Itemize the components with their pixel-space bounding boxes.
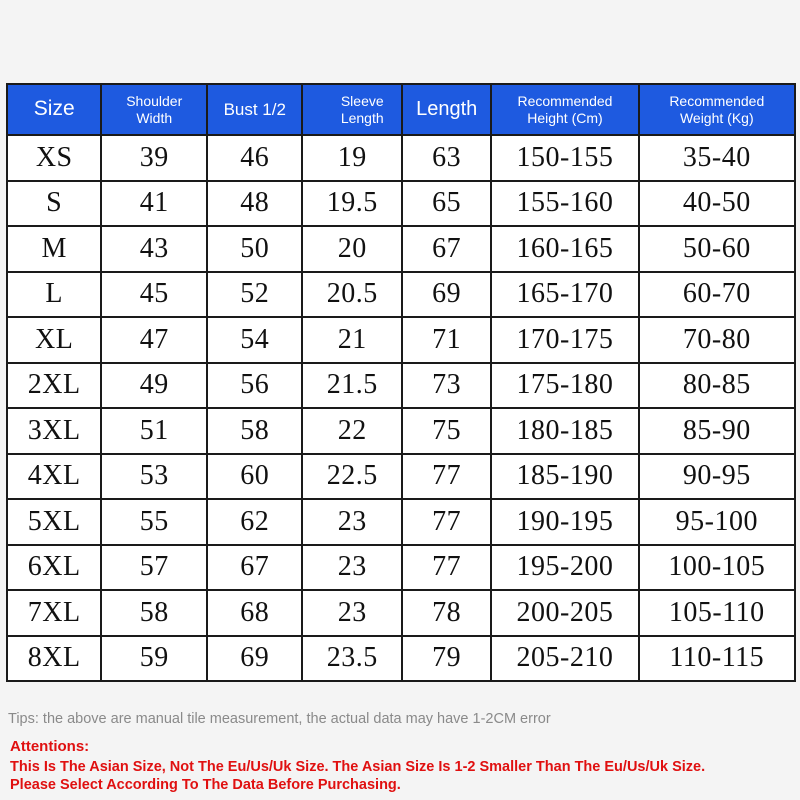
header-sleeve-length: Sleeve Length (302, 84, 402, 135)
cell-length: 73 (402, 363, 491, 409)
cell-length: 75 (402, 408, 491, 454)
cell-sleeve-length: 21 (302, 317, 402, 363)
cell-shoulder-width: 53 (101, 454, 207, 500)
cell-height: 155-160 (491, 181, 638, 227)
table-row (7, 317, 795, 363)
cell-sleeve-length: 22 (302, 408, 402, 454)
cell-sleeve-length: 22.5 (302, 454, 402, 500)
cell-shoulder-width: 51 (101, 408, 207, 454)
table-row (7, 363, 795, 409)
cell-weight: 85-90 (639, 408, 795, 454)
cell-weight: 100-105 (639, 545, 795, 591)
cell-length: 77 (402, 454, 491, 500)
cell-bust: 52 (207, 272, 302, 318)
cell-weight: 105-110 (639, 590, 795, 636)
cell-height: 195-200 (491, 545, 638, 591)
cell-size: 2XL (7, 363, 101, 409)
cell-weight: 80-85 (639, 363, 795, 409)
cell-weight: 110-115 (639, 636, 795, 682)
cell-shoulder-width: 43 (101, 226, 207, 272)
purchase-advice: Please Select According To The Data Before Purchasing. (10, 777, 401, 793)
cell-height: 150-155 (491, 135, 638, 181)
size-chart-table (6, 83, 796, 682)
cell-sleeve-length: 20 (302, 226, 402, 272)
header-recommended-weight: Recommended Weight (Kg) (639, 84, 795, 135)
table-row (7, 590, 795, 636)
cell-size: XS (7, 135, 101, 181)
table-row (7, 408, 795, 454)
cell-height: 160-165 (491, 226, 638, 272)
cell-weight: 95-100 (639, 499, 795, 545)
cell-size: 7XL (7, 590, 101, 636)
cell-bust: 68 (207, 590, 302, 636)
header-recommended-height: Recommended Height (Cm) (491, 84, 638, 135)
cell-shoulder-width: 55 (101, 499, 207, 545)
header-bust: Bust 1/2 (207, 84, 302, 135)
cell-weight: 90-95 (639, 454, 795, 500)
table-row (7, 545, 795, 591)
cell-bust: 48 (207, 181, 302, 227)
cell-length: 77 (402, 545, 491, 591)
cell-bust: 60 (207, 454, 302, 500)
cell-length: 79 (402, 636, 491, 682)
header-length: Length (402, 84, 491, 135)
cell-size: 4XL (7, 454, 101, 500)
cell-bust: 62 (207, 499, 302, 545)
cell-sleeve-length: 23 (302, 545, 402, 591)
cell-size: 6XL (7, 545, 101, 591)
cell-length: 65 (402, 181, 491, 227)
cell-weight: 35-40 (639, 135, 795, 181)
cell-length: 77 (402, 499, 491, 545)
cell-length: 71 (402, 317, 491, 363)
cell-bust: 56 (207, 363, 302, 409)
cell-bust: 50 (207, 226, 302, 272)
cell-weight: 40-50 (639, 181, 795, 227)
cell-shoulder-width: 57 (101, 545, 207, 591)
cell-shoulder-width: 45 (101, 272, 207, 318)
cell-height: 190-195 (491, 499, 638, 545)
cell-weight: 60-70 (639, 272, 795, 318)
cell-shoulder-width: 39 (101, 135, 207, 181)
table-row (7, 135, 795, 181)
cell-height: 205-210 (491, 636, 638, 682)
cell-shoulder-width: 59 (101, 636, 207, 682)
table-row (7, 499, 795, 545)
cell-bust: 58 (207, 408, 302, 454)
cell-sleeve-length: 19.5 (302, 181, 402, 227)
attention-title: Attentions: (10, 738, 90, 755)
cell-sleeve-length: 23 (302, 590, 402, 636)
cell-size: 3XL (7, 408, 101, 454)
cell-sleeve-length: 23.5 (302, 636, 402, 682)
cell-bust: 46 (207, 135, 302, 181)
cell-bust: 54 (207, 317, 302, 363)
cell-sleeve-length: 19 (302, 135, 402, 181)
table-row (7, 636, 795, 682)
cell-bust: 69 (207, 636, 302, 682)
tips-note: Tips: the above are manual tile measurement, the actual data may have 1-2CM error (8, 711, 551, 727)
cell-weight: 70-80 (639, 317, 795, 363)
cell-length: 67 (402, 226, 491, 272)
table-header-row (7, 84, 795, 135)
cell-weight: 50-60 (639, 226, 795, 272)
cell-shoulder-width: 41 (101, 181, 207, 227)
table-row (7, 272, 795, 318)
table-body (7, 135, 795, 681)
cell-height: 180-185 (491, 408, 638, 454)
table-row (7, 181, 795, 227)
cell-size: 5XL (7, 499, 101, 545)
cell-sleeve-length: 21.5 (302, 363, 402, 409)
cell-size: M (7, 226, 101, 272)
cell-sleeve-length: 20.5 (302, 272, 402, 318)
header-shoulder-width: Shoulder Width (101, 84, 207, 135)
header-size: Size (7, 84, 101, 135)
cell-size: S (7, 181, 101, 227)
cell-bust: 67 (207, 545, 302, 591)
cell-shoulder-width: 49 (101, 363, 207, 409)
cell-height: 200-205 (491, 590, 638, 636)
cell-length: 78 (402, 590, 491, 636)
cell-shoulder-width: 47 (101, 317, 207, 363)
cell-size: L (7, 272, 101, 318)
cell-sleeve-length: 23 (302, 499, 402, 545)
table-row (7, 226, 795, 272)
cell-height: 175-180 (491, 363, 638, 409)
asian-size-warning: This Is The Asian Size, Not The Eu/Us/Uk Size. The Asian Size Is 1-2 Smaller Than The Eu/Us/Uk Size. (10, 759, 706, 775)
cell-length: 69 (402, 272, 491, 318)
cell-height: 170-175 (491, 317, 638, 363)
cell-size: 8XL (7, 636, 101, 682)
cell-shoulder-width: 58 (101, 590, 207, 636)
cell-size: XL (7, 317, 101, 363)
cell-length: 63 (402, 135, 491, 181)
table-row (7, 454, 795, 500)
cell-height: 165-170 (491, 272, 638, 318)
cell-height: 185-190 (491, 454, 638, 500)
